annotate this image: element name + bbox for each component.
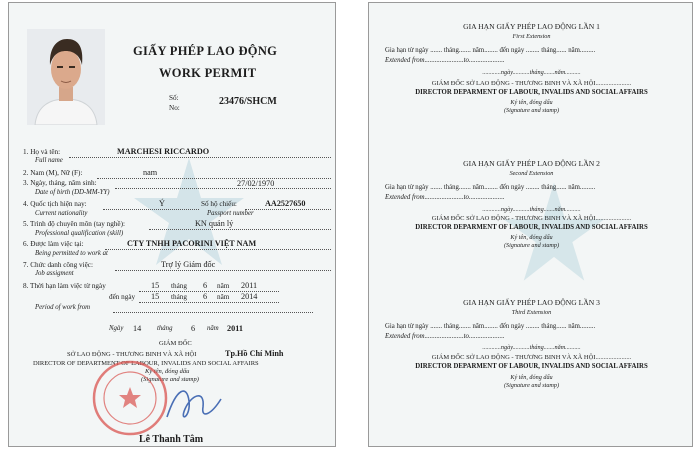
extension-3-line1: Gia hạn từ ngày ....... tháng....... năm........ đến ngày ........ tháng...... năm......... — [385, 323, 596, 330]
passport-label: Số hộ chiếu: — [201, 200, 237, 208]
extension-2-sig-vi: Ký tên, đóng dấu — [510, 234, 553, 241]
extension-1-sig-vi: Ký tên, đóng dấu — [510, 99, 553, 106]
to-year: 2014 — [241, 292, 258, 301]
job-value: Trợ lý Giám đốc — [161, 260, 216, 269]
giam-doc-label: GIÁM ĐỐC — [159, 340, 192, 347]
permit-front-page — [8, 2, 336, 447]
extension-2-title: GIA HẠN GIẤY PHÉP LAO ĐỘNG LẦN 2 — [463, 159, 600, 168]
qualification-label: 5. Trình độ chuyên môn (tay nghề): — [23, 220, 126, 228]
workplace-label: 6. Được làm việc tại: — [23, 240, 84, 248]
dept-en: DIRECTOR OF DEPARTMENT OF LABOUR, INVALIDS AND SOCIAL AFFAIRS — [33, 360, 259, 367]
dob-label: 3. Ngày, tháng, năm sinh: — [23, 179, 97, 187]
extension-3-dateline: ............ngày...........tháng.......năm.......... — [482, 344, 581, 351]
sex-label: 2. Nam (M), Nữ (F): — [23, 169, 83, 177]
name-en: Full name — [35, 157, 63, 164]
extension-3-title: GIA HẠN GIẤY PHÉP LAO ĐỘNG LẦN 3 — [463, 298, 600, 307]
official-stamp-icon — [91, 359, 169, 437]
period-to-label: đến ngày — [109, 293, 136, 301]
dob-en: Date of birth (DD-MM-YY) — [35, 189, 110, 196]
extension-3-sig-vi: Ký tên, đóng dấu — [510, 374, 553, 381]
extension-3-subtitle: Third Extension — [511, 309, 552, 316]
period-from-label: 8. Thời hạn làm việc từ ngày — [23, 282, 106, 290]
dept-vi: SỞ LAO ĐỘNG - THƯƠNG BINH VÀ XÃ HỘI — [67, 351, 197, 358]
extension-1-subtitle: First Extension — [512, 33, 551, 40]
job-label: 7. Chức danh công việc: — [23, 261, 93, 269]
sex-value: nam — [143, 168, 158, 177]
extension-2-director-vi: GIÁM ĐỐC SỞ LAO ĐỘNG - THƯƠNG BINH VÀ XÃ HỘI...................... — [431, 215, 632, 222]
extension-1-line2: Extended from.......................to..................... — [385, 57, 505, 64]
workplace-en: Being permitted to work at — [35, 250, 108, 257]
extension-1-title: GIA HẠN GIẤY PHÉP LAO ĐỘNG LẦN 1 — [463, 22, 600, 31]
dob-value: 27/02/1970 — [237, 179, 275, 188]
extension-1-director-vi: GIÁM ĐỐC SỞ LAO ĐỘNG - THƯƠNG BINH VÀ XÃ HỘI...................... — [431, 80, 632, 87]
extension-1-line1: Gia hạn từ ngày ....... tháng....... năm........ đến ngày ........ tháng...... năm......... — [385, 47, 596, 54]
no-label: No: — [169, 104, 180, 112]
from-day: 15 — [151, 281, 160, 290]
nationality-value: Ý — [159, 199, 165, 208]
extension-3-sig-en: (Signature and stamp) — [503, 382, 560, 389]
permit-extensions-page — [368, 2, 693, 447]
signature-icon — [159, 379, 229, 429]
job-en: Job assigment — [35, 270, 74, 277]
issue-month: 6 — [191, 324, 196, 333]
extension-3-director-en: DIRECTOR DEPARMENT OF LABOUR, INVALIDS AND SOCIAL AFFAIRS — [415, 363, 648, 370]
extension-1-dateline: ............ngày...........tháng.......năm.......... — [482, 69, 581, 76]
issue-nam: năm — [207, 325, 219, 332]
name-label: 1. Họ và tên: — [23, 148, 61, 156]
extension-2-line2: Extended from.......................to..................... — [385, 194, 505, 201]
extension-2-director-en: DIRECTOR DEPARMENT OF LABOUR, INVALIDS AND SOCIAL AFFAIRS — [415, 224, 648, 231]
star-watermark-icon — [499, 178, 609, 288]
nationality-label: 4. Quốc tịch hiện nay: — [23, 200, 87, 208]
extension-2-subtitle: Second Extension — [509, 170, 554, 177]
permit-title-vi: GIẤY PHÉP LAO ĐỘNG — [133, 44, 278, 58]
permit-number: 23476/SHCM — [219, 96, 277, 107]
extension-2-dateline: ............ngày...........tháng.......năm.......... — [482, 206, 581, 213]
issue-year: 2011 — [227, 324, 243, 333]
to-day: 15 — [151, 292, 160, 301]
passport-en: Passport number — [207, 210, 254, 217]
passport-value: AA2527650 — [265, 199, 306, 208]
holder-photo — [27, 29, 105, 125]
sig-en: (Signature and stamp) — [141, 376, 199, 383]
to-thang: tháng — [171, 293, 187, 301]
extension-2-line1: Gia hạn từ ngày ....... tháng....... năm........ đến ngày ........ tháng...... năm......... — [385, 184, 596, 191]
to-month: 6 — [203, 292, 208, 301]
signer-name: Lê Thanh Tâm — [139, 434, 204, 445]
qualification-en: Professional qualification (skill) — [35, 230, 124, 237]
issue-day: 14 — [133, 324, 142, 333]
workplace-value: CTY TNHH PACORINI VIỆT NAM — [127, 239, 257, 248]
extension-1-director-en: DIRECTOR DEPARMENT OF LABOUR, INVALIDS AND SOCIAL AFFAIRS — [415, 89, 648, 96]
period-en: Period of work from — [35, 304, 91, 311]
issue-ngay: Ngày — [109, 325, 124, 332]
extension-3-director-vi: GIÁM ĐỐC SỞ LAO ĐỘNG - THƯƠNG BINH VÀ XÃ HỘI...................... — [431, 354, 632, 361]
sig-vi: Ký tên, đóng dấu — [145, 368, 190, 375]
extension-1-sig-en: (Signature and stamp) — [503, 107, 560, 114]
so-label: Số: — [169, 94, 179, 102]
city: Tp.Hồ Chí Minh — [225, 349, 284, 358]
to-nam: năm — [217, 293, 230, 301]
from-month: 6 — [203, 281, 208, 290]
name-value: MARCHESI RICCARDO — [117, 147, 210, 156]
from-year: 2011 — [241, 281, 258, 290]
extension-2-sig-en: (Signature and stamp) — [503, 242, 560, 249]
issue-thang: tháng — [157, 325, 173, 332]
qualification-value: KN quản lý — [195, 219, 234, 228]
extension-3-line2: Extended from.......................to..................... — [385, 333, 505, 340]
from-nam: năm — [217, 282, 230, 290]
from-thang: tháng — [171, 282, 187, 290]
permit-title-en: WORK PERMIT — [159, 66, 257, 80]
nationality-en: Current nationality — [35, 210, 88, 217]
